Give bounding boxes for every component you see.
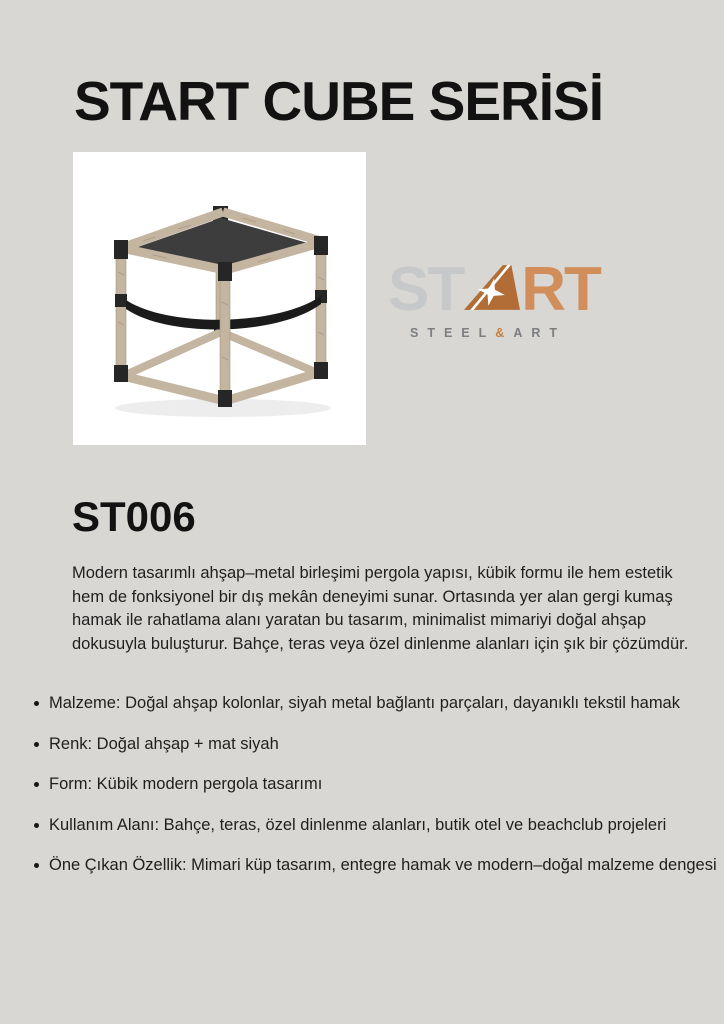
feature-item-renk [33,733,723,757]
feature-text: Öne Çıkan Özellik: Mimari küp tasarım, entegre hamak ve modern–doğal malzeme dengesi [49,856,717,874]
bullet-icon [34,742,39,747]
brand-logo [388,255,600,340]
logo-text-st: ST [388,255,464,324]
feature-item-one-cikan-ozellik [33,854,723,878]
product-image [73,152,366,445]
logo-tagline [388,326,600,340]
cube-pergola-illustration [73,152,366,445]
page-title: START CUBE SERİSİ [74,70,603,132]
tagline-ampersand: & [495,326,514,340]
product-code: ST006 [72,493,196,540]
feature-text: Renk: Doğal ahşap + mat siyah [49,734,279,753]
bullet-icon [34,782,39,787]
bullet-icon [34,863,39,868]
feature-text: Kullanım Alanı: Bahçe, teras, özel dinlenme alanları, butik otel ve beachclub projeleri [49,815,667,834]
bullet-icon [34,701,39,706]
feature-item-malzeme [33,692,723,716]
feature-text: Malzeme: Doğal ahşap kolonlar, siyah metal bağlantı parçaları, dayanıklı tekstil hamak [49,694,680,712]
feature-item-form [33,773,723,797]
product-description: Modern tasarımlı ahşap–metal birleşimi pergola yapısı, kübik formu ile hem estetik hem de fonksiyonel bir dış mekân deneyimi sunar. Ortasında yer alan gergi kumaş hamak ile rahatlama alanı yaratan bu tasarım, minimalist mimariyi doğal ahşap dokusuyla buluşturur. Bahçe, teras veya özel dinlenme alanları için şık bir çözümdür. [72,564,689,653]
feature-item-kullanim-alani [33,814,723,838]
tagline-steel: STEEL [410,326,496,340]
feature-list [33,692,723,895]
bullet-icon [34,823,39,828]
logo-text-rt: RT [521,255,600,324]
logo-wordmark [388,255,600,324]
feature-text: Form: Kübik modern pergola tasarımı [49,775,323,793]
tagline-art: ART [513,326,567,340]
logo-a-star-icon [464,265,520,310]
